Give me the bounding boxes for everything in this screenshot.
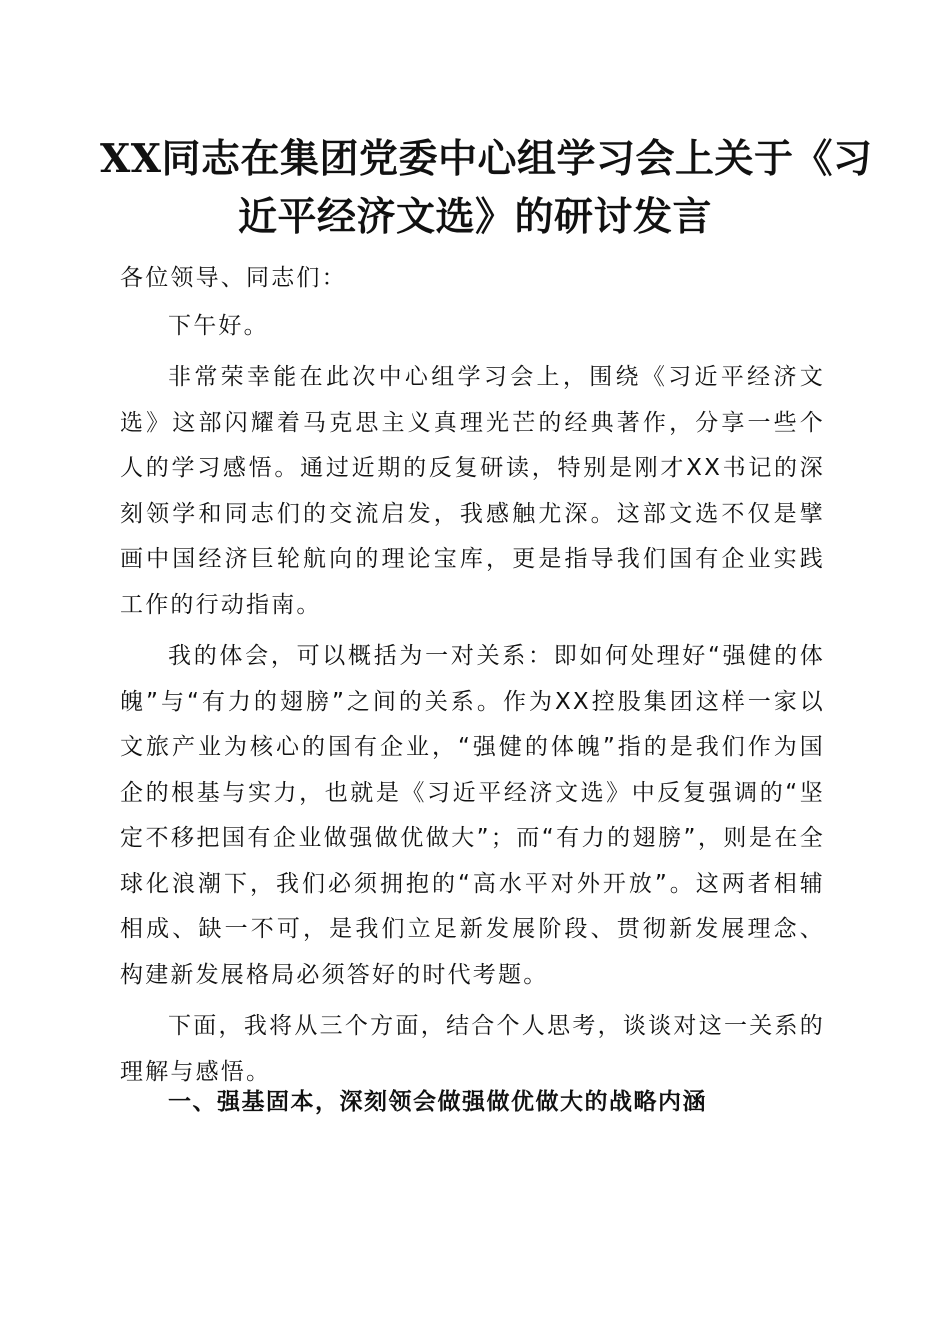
- salutation: 各位领导、同志们：: [120, 265, 347, 291]
- section-heading: 一、强基固本，深刻领会做强做优做大的战略内涵: [168, 1089, 707, 1115]
- title-line-1: XX同志在集团党委中心组学习会上关于《习: [100, 136, 873, 182]
- paragraph: 我的体会，可以概括为一对关系：即如何处理好“强健的体魄”与“有力的翅膀”之间的关系。作为XX控股集团这样一家以文旅产业为核心的国有企业，“强健的体魄”指的是我们作为国企的根基与实力，也就是《习近平经济文选》中反复强调的“坚定不移把国有企业做强做优做大”；而“有力的翅膀”，则是在全球化浪潮下，我们必须拥抱的“高水平对外开放”。这两者相辅相成、缺一不可，是我们立足新发展阶段、贯彻新发展理念、构建新发展格局必须答好的时代考题。: [120, 643, 825, 988]
- greeting: 下午好。: [168, 312, 269, 339]
- paragraph: 非常荣幸能在此次中心组学习会上，围绕《习近平经济文选》这部闪耀着马克思主义真理光芒的经典著作，分享一些个人的学习感悟。通过近期的反复研读，特别是刚才XX书记的深刻领学和同志们的交流启发，我感触尤深。这部文选不仅是擘画中国经济巨轮航向的理论宝库，更是指导我们国有企业实践工作的行动指南。: [120, 364, 825, 618]
- paragraph: 下面，我将从三个方面，结合个人思考，谈谈对这一关系的理解与感悟。: [120, 1013, 825, 1085]
- document-title: [100, 130, 873, 246]
- title-line-2: 近平经济文选》的研讨发言: [237, 194, 712, 240]
- document-body: [120, 256, 825, 1101]
